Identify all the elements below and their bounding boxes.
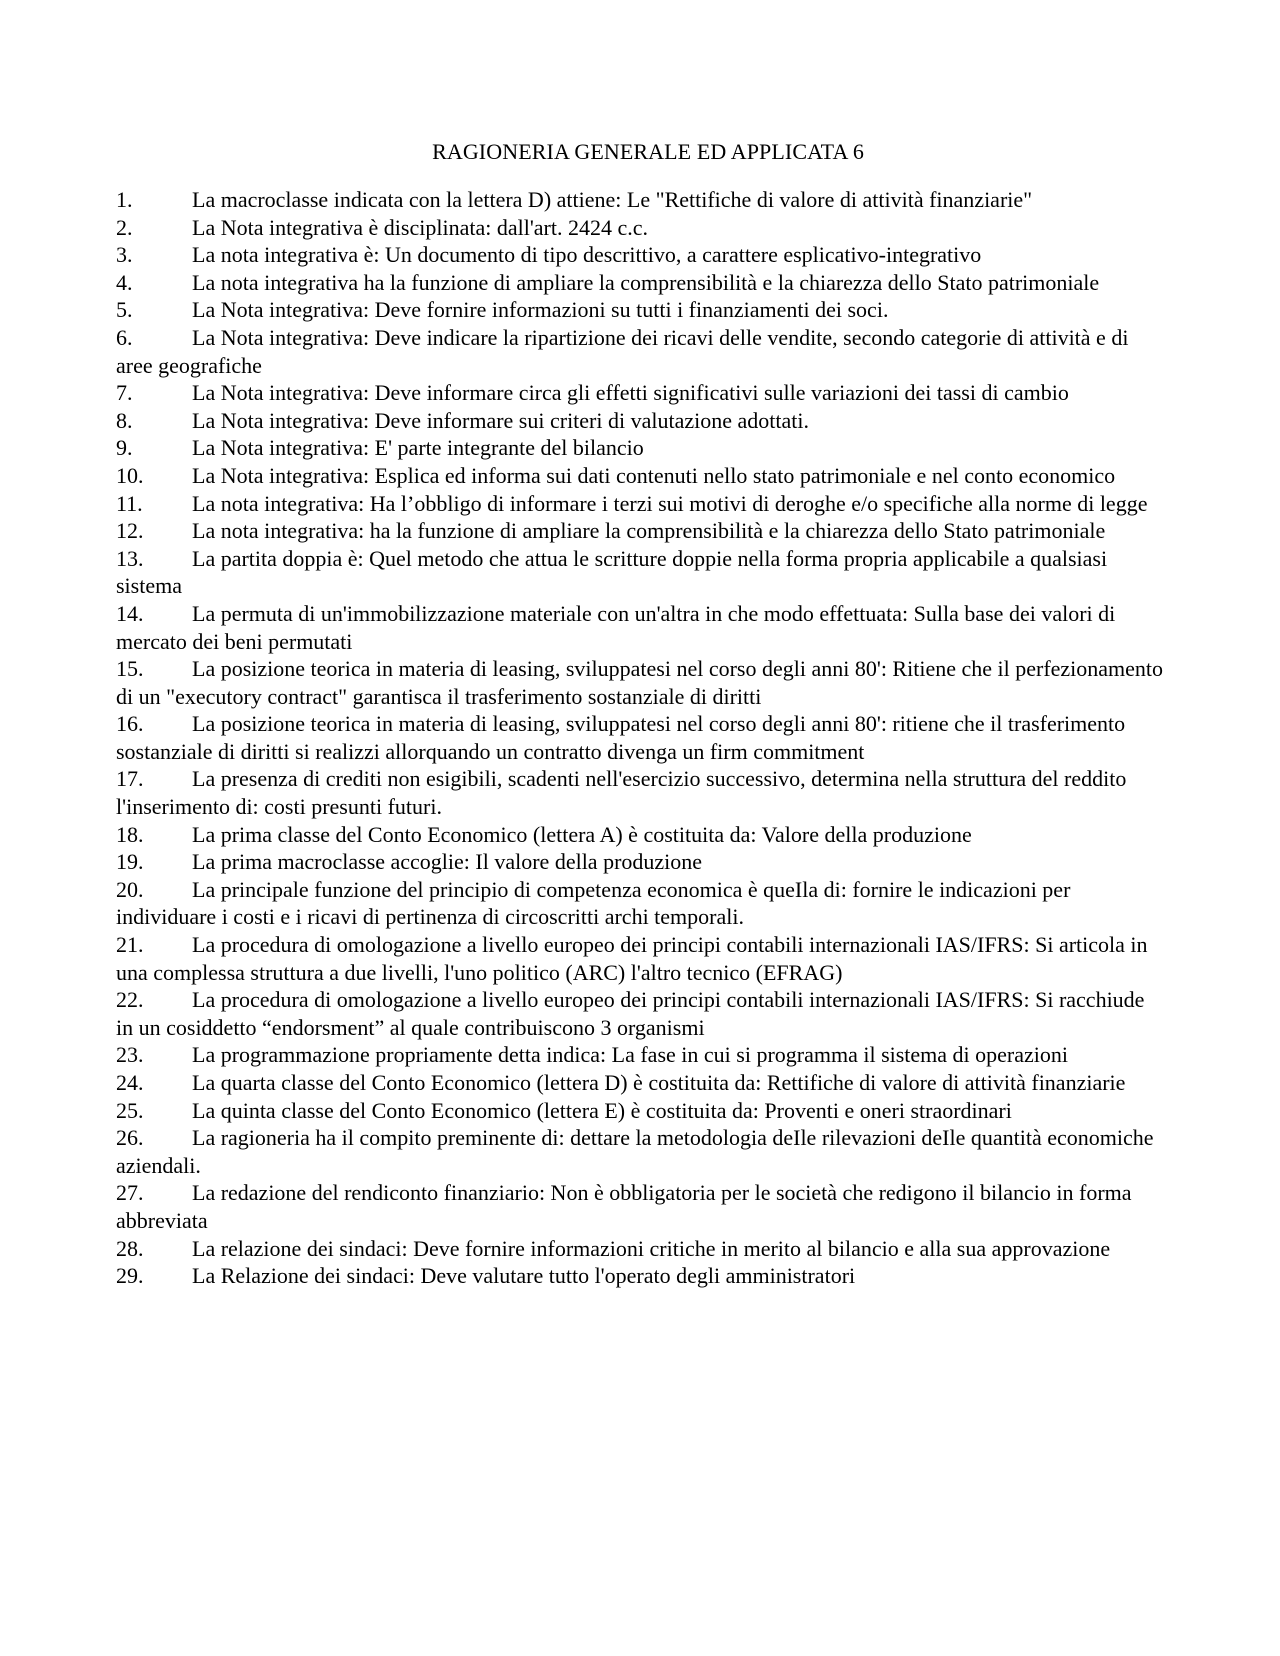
item-number: 24.: [116, 1070, 144, 1095]
item-text: La programmazione propriamente detta indica: La fase in cui si programma il sistema di operazioni: [192, 1042, 1069, 1068]
item-number: 13.: [116, 545, 144, 571]
item-number: 6.: [116, 324, 133, 350]
list-item: [116, 517, 1166, 545]
list-item: [116, 296, 1166, 324]
item-number: 17.: [116, 766, 144, 792]
item-number: 23.: [116, 1042, 144, 1068]
item-number: 29.: [116, 1263, 144, 1289]
item-text: La ragioneria ha il compito preminente di: dettare la metodologia deIle rilevazioni deIle quantità economiche aziendali.: [116, 1125, 1154, 1178]
item-text: La Nota integrativa: Esplica ed informa sui dati contenuti nello stato patrimoniale e nel conto economico: [192, 462, 1116, 488]
list-item: [116, 765, 1166, 820]
item-text: La prima macroclasse accoglie: Il valore della produzione: [192, 849, 703, 875]
item-number: 11.: [116, 490, 143, 516]
list-item: [116, 1097, 1166, 1125]
item-number: 5.: [116, 297, 133, 323]
item-text: La Nota integrativa: E' parte integrante del bilancio: [192, 435, 644, 461]
item-text: La permuta di un'immobilizzazione materiale con un'altra in che modo effettuata: Sulla base dei valori di mercato dei beni permutati: [116, 600, 1116, 654]
list-item: [116, 876, 1166, 931]
list-item: [116, 655, 1166, 710]
item-text: La prima classe del Conto Economico (lettera A) è costituita da: Valore della produzione: [192, 821, 972, 847]
item-number: 19.: [116, 849, 144, 875]
document-page: [116, 138, 1166, 1290]
list-item: [116, 1179, 1166, 1234]
list-item: [116, 821, 1166, 849]
list-item: [116, 241, 1166, 269]
list-item: [116, 848, 1166, 876]
item-text: La procedura di omologazione a livello europeo dei principi contabili internazionali IAS/IFRS: Si racchiude in un cosiddetto “endorsment” al quale contribuiscono 3 organismi: [116, 987, 1145, 1040]
item-number: 18.: [116, 821, 144, 847]
item-text: La Nota integrativa: Deve indicare la ripartizione dei ricavi delle vendite, secondo categorie di attività e di aree geografiche: [116, 324, 1129, 378]
list-item: [116, 462, 1166, 490]
item-number: 20.: [116, 876, 144, 902]
item-text: La redazione del rendiconto finanziario: Non è obbligatoria per le società che redigono il bilancio in forma abbreviata: [116, 1180, 1132, 1233]
item-number: 9.: [116, 435, 133, 461]
item-text: La Nota integrativa è disciplinata: dall'art. 2424 c.c.: [192, 214, 649, 240]
item-number: 27.: [116, 1180, 144, 1206]
item-number: 25.: [116, 1097, 144, 1123]
document-title: RAGIONERIA GENERALE ED APPLICATA 6: [432, 139, 864, 164]
list-item: [116, 986, 1166, 1041]
item-text: La principale funzione del principio di competenza economica è queIla di: fornire le indicazioni per individuare i costi e i ricavi di pertinenza di circoscritti archi temporali.: [116, 876, 1071, 930]
question-list: [116, 186, 1166, 1290]
item-text: La Nota integrativa: Deve informare sui criteri di valutazione adottati.: [192, 407, 809, 433]
item-number: 28.: [116, 1235, 144, 1261]
list-item: [116, 1235, 1166, 1263]
item-text: La posizione teorica in materia di leasing, sviluppatesi nel corso degli anni 80': Ritiene che il perfezionamento di un "executory contract" garantisca il trasferimento sostanziale di diritti: [116, 656, 1164, 709]
item-text: La macroclasse indicata con la lettera D) attiene: Le "Rettifiche di valore di attività finanziarie": [192, 187, 1033, 212]
item-number: 3.: [116, 242, 133, 268]
item-number: 2.: [116, 214, 133, 240]
item-text: La nota integrativa: Ha l’obbligo di informare i terzi sui motivi di deroghe e/o specifiche alla norme di legge: [192, 490, 1148, 516]
list-item: [116, 186, 1166, 214]
item-number: 7.: [116, 380, 133, 406]
item-text: La Relazione dei sindaci: Deve valutare tutto l'operato degli amministratori: [192, 1263, 856, 1289]
list-item: [116, 545, 1166, 600]
list-item: [116, 434, 1166, 462]
list-item: [116, 379, 1166, 407]
list-item: [116, 931, 1166, 986]
list-item: [116, 324, 1166, 379]
item-number: 26.: [116, 1125, 144, 1151]
item-text: La nota integrativa: ha la funzione di ampliare la comprensibilità e la chiarezza dello Stato patrimoniale: [192, 518, 1106, 544]
item-text: La quarta classe del Conto Economico (lettera D) è costituita da: Rettifiche di valore di attività finanziarie: [192, 1070, 1126, 1095]
item-number: 16.: [116, 711, 144, 737]
item-text: La procedura di omologazione a livello europeo dei principi contabili internazionali IAS/IFRS: Si articola in una complessa struttura a due livelli, l'uno politico (ARC) l'altro tecnico (EFRAG): [116, 932, 1148, 985]
item-number: 21.: [116, 932, 144, 958]
list-item: [116, 1041, 1166, 1069]
item-number: 12.: [116, 518, 144, 544]
item-text: La nota integrativa è: Un documento di tipo descrittivo, a carattere esplicativo-integrativo: [192, 242, 982, 268]
list-item: [116, 600, 1166, 655]
item-number: 8.: [116, 407, 133, 433]
list-item: [116, 710, 1166, 765]
item-text: La quinta classe del Conto Economico (lettera E) è costituita da: Proventi e oneri straordinari: [192, 1097, 1012, 1123]
list-item: [116, 1069, 1166, 1097]
list-item: [116, 214, 1166, 242]
item-text: La nota integrativa ha la funzione di ampliare la comprensibilità e la chiarezza dello Stato patrimoniale: [192, 269, 1100, 295]
item-text: La presenza di crediti non esigibili, scadenti nell'esercizio successivo, determina nella struttura del reddito l'inserimento di: costi presunti futuri.: [116, 766, 1127, 820]
item-text: La posizione teorica in materia di leasing, sviluppatesi nel corso degli anni 80': ritiene che il trasferimento sostanziale di diritti si realizzi allorquando un contratto divenga un firm commitment: [116, 711, 1126, 764]
item-number: 1.: [116, 187, 133, 212]
list-item: [116, 407, 1166, 435]
item-text: La partita doppia è: Quel metodo che attua le scritture doppie nella forma propria applicabile a qualsiasi sistema: [116, 545, 1108, 599]
item-text: La relazione dei sindaci: Deve fornire informazioni critiche in merito al bilancio e alla sua approvazione: [192, 1235, 1111, 1261]
item-number: 14.: [116, 600, 144, 626]
item-number: 22.: [116, 987, 144, 1013]
list-item: [116, 1124, 1166, 1179]
item-number: 10.: [116, 462, 144, 488]
list-item: [116, 269, 1166, 297]
item-number: 4.: [116, 269, 133, 295]
item-text: La Nota integrativa: Deve informare circa gli effetti significativi sulle variazioni dei tassi di cambio: [192, 380, 1069, 406]
item-number: 15.: [116, 656, 144, 682]
item-text: La Nota integrativa: Deve fornire informazioni su tutti i finanziamenti dei soci.: [192, 297, 889, 323]
list-item: [116, 1262, 1166, 1290]
list-item: [116, 490, 1166, 518]
